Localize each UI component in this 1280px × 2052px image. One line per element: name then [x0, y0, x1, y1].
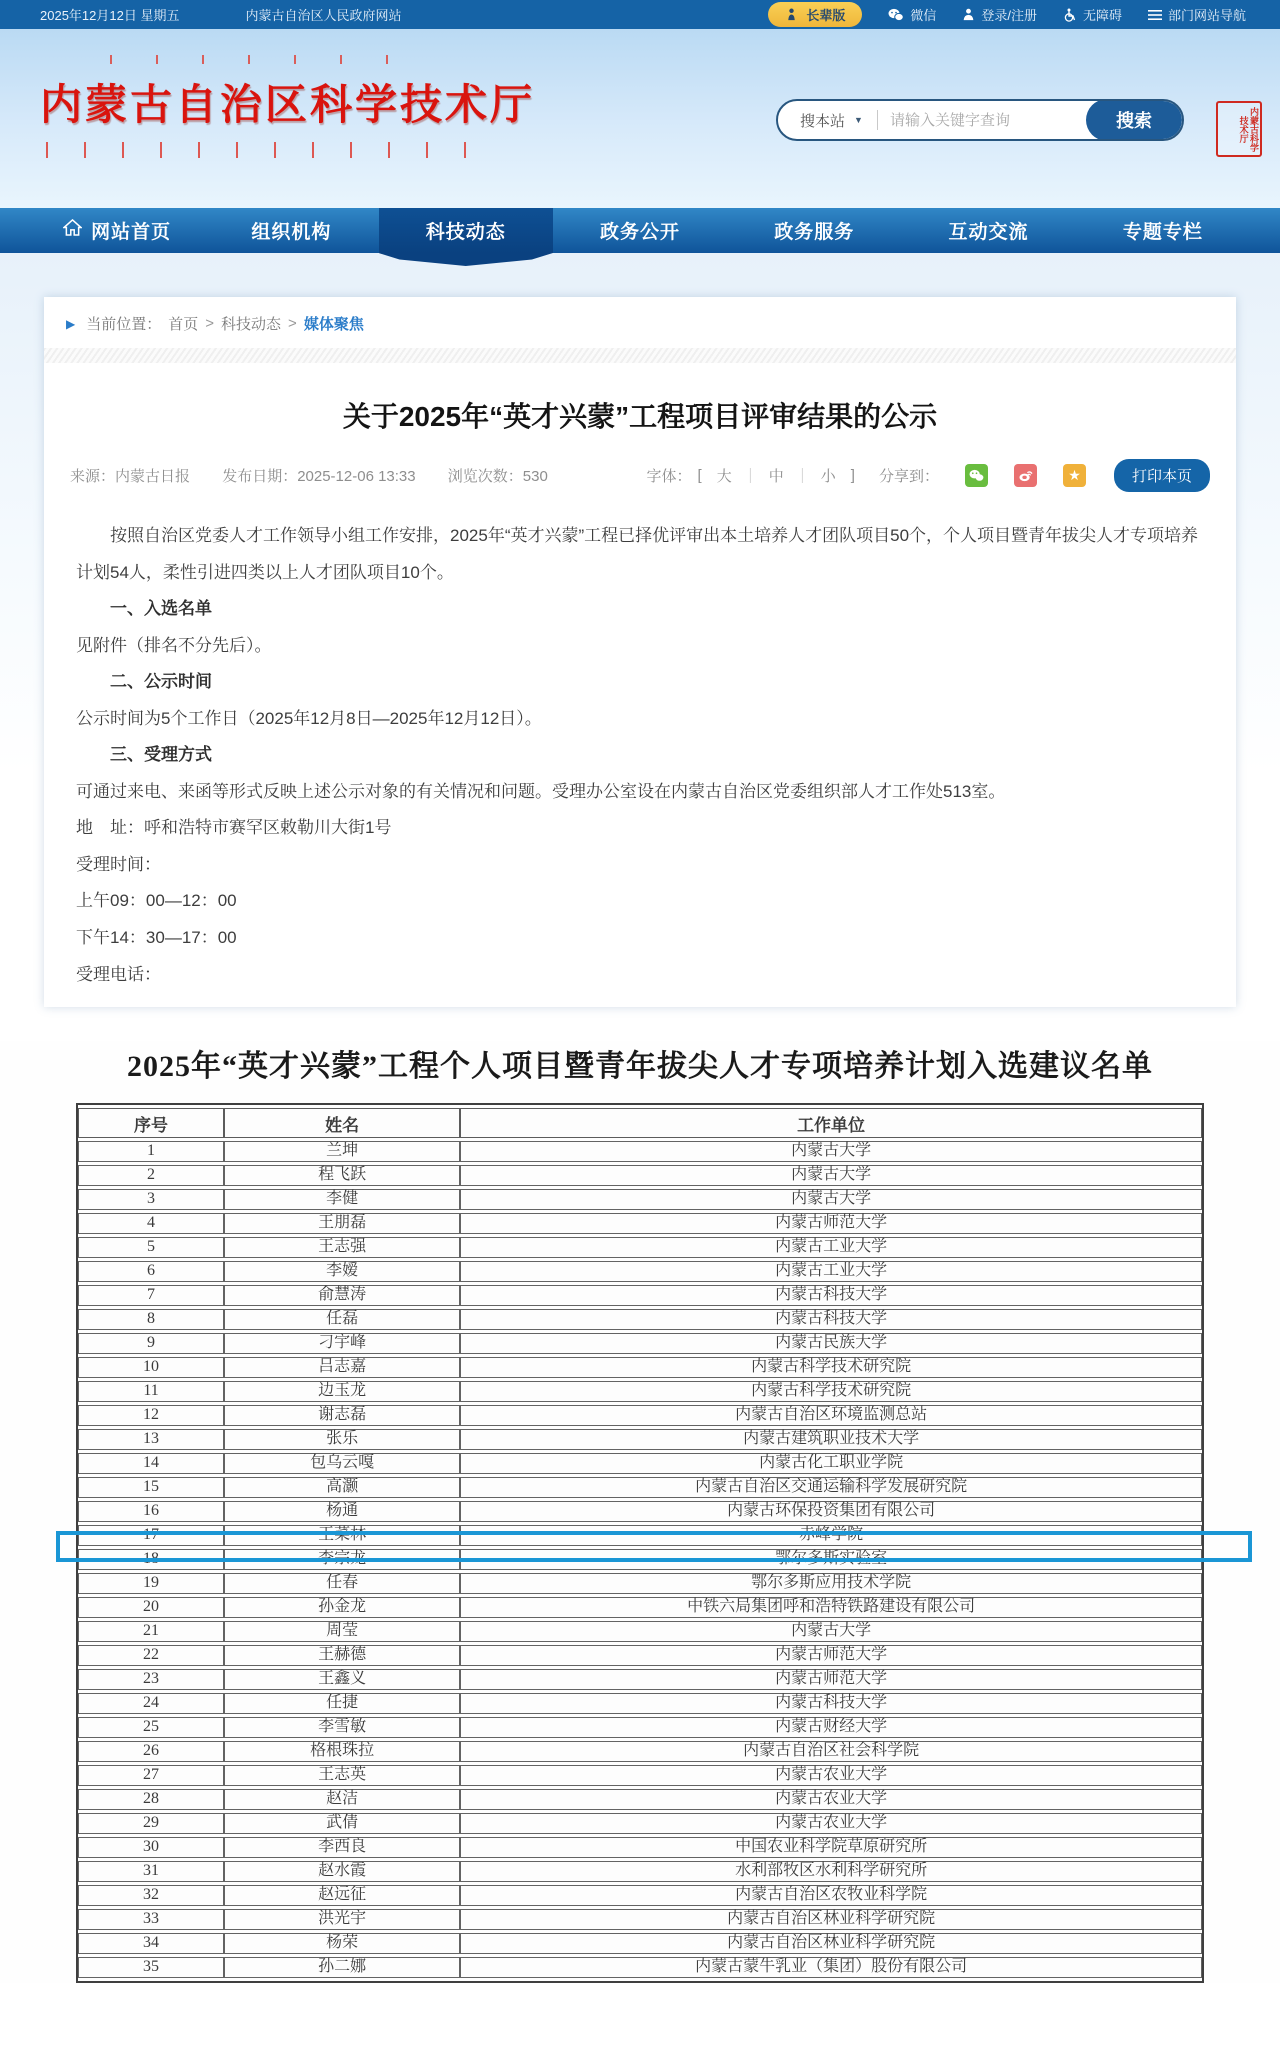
- menu-icon: [1148, 9, 1162, 21]
- cell-name: 俞慧涛: [224, 1285, 460, 1306]
- article-view-count: 浏览次数：530: [447, 468, 548, 485]
- nav-item-4[interactable]: [553, 208, 727, 253]
- table-row: [78, 1477, 1202, 1498]
- cell-index: 23: [78, 1669, 224, 1690]
- table-row: [78, 1741, 1202, 1762]
- cell-index: 24: [78, 1693, 224, 1714]
- cell-name: 孙二娜: [224, 1957, 460, 1978]
- top-utility-bar: [0, 0, 1280, 29]
- cell-index: 22: [78, 1645, 224, 1666]
- cell-name: 孙金龙: [224, 1597, 460, 1618]
- cell-index: 5: [78, 1237, 224, 1258]
- share-label: 分享到：: [878, 468, 939, 485]
- font-bracket-open: [: [697, 467, 702, 484]
- breadcrumb-item-3[interactable]: 媒体聚焦: [303, 316, 364, 333]
- cell-organization: 内蒙古师范大学: [460, 1669, 1202, 1690]
- cell-name: 王赫德: [224, 1645, 460, 1666]
- cell-organization: 内蒙古大学: [460, 1165, 1202, 1186]
- paragraph: 地 址：呼和浩特市赛罕区敕勒川大街1号: [76, 818, 392, 838]
- cell-organization: 内蒙古自治区环境监测总站: [460, 1405, 1202, 1426]
- breadcrumb-separator: >: [205, 315, 215, 332]
- main-nav: [0, 208, 1280, 253]
- cell-index: 26: [78, 1741, 224, 1762]
- search-box: [776, 99, 1184, 141]
- nav-item-7[interactable]: [1076, 208, 1250, 253]
- cell-organization: 内蒙古科学技术研究院: [460, 1381, 1202, 1402]
- cell-organization: 内蒙古科学技术研究院: [460, 1357, 1202, 1378]
- table-row: [78, 1261, 1202, 1282]
- cell-index: 33: [78, 1909, 224, 1930]
- site-logo[interactable]: [40, 55, 535, 158]
- nav-item-label: 组织机构: [251, 222, 332, 243]
- table-row: [78, 1357, 1202, 1378]
- cell-index: 8: [78, 1309, 224, 1330]
- font-size-option-2[interactable]: 中: [768, 468, 784, 485]
- cell-name: 赵远征: [224, 1885, 460, 1906]
- wechat-icon: [888, 8, 904, 22]
- table-row: [78, 1645, 1202, 1666]
- cell-name: 任春: [224, 1573, 460, 1594]
- cell-name: 洪光宇: [224, 1909, 460, 1930]
- search-area: [776, 99, 1184, 141]
- table-row: [78, 1957, 1202, 1978]
- article-source: 来源：内蒙古日报: [70, 468, 191, 485]
- cell-name: 兰坤: [224, 1141, 460, 1162]
- login-register-link[interactable]: 登录/注册: [962, 5, 1037, 24]
- cell-organization: 鄂尔多斯应用技术学院: [460, 1573, 1202, 1594]
- elder-version-button[interactable]: 长辈版: [768, 2, 862, 27]
- cell-index: 34: [78, 1933, 224, 1954]
- cell-organization: 内蒙古工业大学: [460, 1237, 1202, 1258]
- cell-name: 王朋磊: [224, 1213, 460, 1234]
- paragraph: 上午09：00—12：00: [76, 891, 237, 911]
- table-row: [78, 1453, 1202, 1474]
- cell-name: 武倩: [224, 1813, 460, 1834]
- cell-organization: 内蒙古环保投资集团有限公司: [460, 1501, 1202, 1522]
- cell-organization: 内蒙古大学: [460, 1621, 1202, 1642]
- cell-name: 张乐: [224, 1429, 460, 1450]
- cell-index: 21: [78, 1621, 224, 1642]
- nav-item-label: 政务服务: [774, 222, 855, 243]
- cell-organization: 中国农业科学院草原研究所: [460, 1837, 1202, 1858]
- table-row: [78, 1525, 1202, 1546]
- cell-index: 2: [78, 1165, 224, 1186]
- mongolian-script-row: [46, 142, 498, 158]
- cell-index: 14: [78, 1453, 224, 1474]
- striped-divider: [44, 348, 1236, 363]
- cell-organization: 内蒙古大学: [460, 1141, 1202, 1162]
- site-header: [0, 29, 1280, 208]
- cell-organization: 内蒙古农业大学: [460, 1765, 1202, 1786]
- cell-index: 10: [78, 1357, 224, 1378]
- cell-name: 包乌云嘎: [224, 1453, 460, 1474]
- cell-organization: 内蒙古自治区林业科学研究院: [460, 1909, 1202, 1930]
- cell-name: 王志英: [224, 1765, 460, 1786]
- cell-name: 程飞跃: [224, 1165, 460, 1186]
- cell-index: 27: [78, 1765, 224, 1786]
- table-row: [78, 1309, 1202, 1330]
- cell-organization: 内蒙古农业大学: [460, 1789, 1202, 1810]
- cell-organization: 赤峰学院: [460, 1525, 1202, 1546]
- cell-index: 12: [78, 1405, 224, 1426]
- wheelchair-icon: [1063, 8, 1077, 22]
- content-band: [0, 253, 1280, 1983]
- cell-organization: 内蒙古自治区社会科学院: [460, 1741, 1202, 1762]
- nav-item-3[interactable]: [379, 208, 553, 253]
- cell-organization: 内蒙古科技大学: [460, 1309, 1202, 1330]
- article-meta: [70, 459, 1210, 492]
- cell-index: 15: [78, 1477, 224, 1498]
- attachment-title: 2025年“英才兴蒙”工程个人项目暨青年拔尖人才专项培养计划入选建议名单: [127, 1050, 1153, 1084]
- table-row: [78, 1813, 1202, 1834]
- font-bracket-close: ]: [850, 467, 855, 484]
- nav-item-2[interactable]: [204, 208, 378, 253]
- cell-name: 李西良: [224, 1837, 460, 1858]
- cell-name: 任磊: [224, 1309, 460, 1330]
- cell-organization: 内蒙古师范大学: [460, 1213, 1202, 1234]
- home-icon: [63, 219, 82, 242]
- table-row: [78, 1573, 1202, 1594]
- cell-organization: 内蒙古自治区交通运输科学发展研究院: [460, 1477, 1202, 1498]
- cell-organization: 内蒙古建筑职业技术大学: [460, 1429, 1202, 1450]
- table-header-row: [78, 1108, 1202, 1138]
- print-page-button[interactable]: 打印本页: [1114, 459, 1210, 492]
- table-row: [78, 1429, 1202, 1450]
- cell-index: 16: [78, 1501, 224, 1522]
- cell-index: 29: [78, 1813, 224, 1834]
- cell-name: 王鑫义: [224, 1669, 460, 1690]
- cell-name: 边玉龙: [224, 1381, 460, 1402]
- cell-organization: 内蒙古蒙牛乳业（集团）股份有限公司: [460, 1957, 1202, 1978]
- font-size-control: [692, 465, 861, 486]
- cell-organization: 内蒙古农业大学: [460, 1813, 1202, 1834]
- cell-index: 1: [78, 1141, 224, 1162]
- cell-name: 杨荣: [224, 1933, 460, 1954]
- table-row: [78, 1933, 1202, 1954]
- table-row: [78, 1861, 1202, 1882]
- candidate-table-wrap: [76, 1103, 1204, 1983]
- section-heading: 一、入选名单: [110, 599, 212, 619]
- table-row: [78, 1333, 1202, 1354]
- paragraph: 按照自治区党委人才工作领导小组工作安排，2025年“英才兴蒙”工程已择优评审出本土培养人才团队项目50个，个人项目暨青年拔尖人才专项培养计划54人，柔性引进四类以上人才团队项目10个。: [76, 526, 1199, 582]
- section-heading: 三、受理方式: [110, 745, 212, 765]
- cell-organization: 内蒙古工业大学: [460, 1261, 1202, 1282]
- wechat-link[interactable]: 微信: [888, 5, 936, 24]
- search-scope-dropdown[interactable]: 搜本站 ▼: [800, 112, 863, 130]
- cell-index: 4: [78, 1213, 224, 1234]
- table-row: [78, 1189, 1202, 1210]
- table-row: [78, 1789, 1202, 1810]
- paragraph: 受理电话：: [76, 964, 161, 984]
- elder-person-icon: [785, 8, 798, 21]
- cell-organization: 水利部牧区水利科学研究所: [460, 1861, 1202, 1882]
- table-row: [78, 1501, 1202, 1522]
- table-row: [78, 1237, 1202, 1258]
- column-header: 姓名: [224, 1108, 460, 1138]
- weibo-share-icon[interactable]: [1014, 464, 1037, 487]
- section-heading: 二、公示时间: [110, 672, 212, 692]
- accessibility-link[interactable]: 无障碍: [1063, 5, 1122, 24]
- font-size-label: 字体：: [646, 468, 692, 485]
- cell-organization: 中铁六局集团呼和浩特铁路建设有限公司: [460, 1597, 1202, 1618]
- paragraph: 公示时间为5个工作日（2025年12月8日—2025年12月12日）。: [76, 708, 542, 728]
- nav-item-label: 互动交流: [948, 222, 1029, 243]
- official-seal: 内蒙古科学技术厅: [1216, 101, 1262, 157]
- star-share-icon[interactable]: ★: [1063, 464, 1086, 487]
- user-icon: [962, 8, 975, 21]
- cell-name: 赵水霞: [224, 1861, 460, 1882]
- cell-organization: 内蒙古科技大学: [460, 1693, 1202, 1714]
- paragraph: 见附件（排名不分先后）。: [76, 635, 272, 655]
- breadcrumb-arrow-icon: ▶: [66, 316, 76, 331]
- table-row: [78, 1141, 1202, 1162]
- cell-name: 李健: [224, 1189, 460, 1210]
- font-size-separator: ｜: [742, 468, 758, 485]
- nav-item-6[interactable]: [901, 208, 1075, 253]
- nav-item-1[interactable]: [30, 208, 204, 253]
- nav-item-label: 专题专栏: [1122, 222, 1203, 243]
- paragraph: 可通过来电、来函等形式反映上述公示对象的有关情况和问题。受理办公室设在内蒙古自治区党委组织部人才工作处513室。: [76, 781, 1006, 801]
- cell-organization: 内蒙古大学: [460, 1189, 1202, 1210]
- table-row: [78, 1669, 1202, 1690]
- nav-item-label: 政务公开: [599, 222, 680, 243]
- cell-name: 李嫒: [224, 1261, 460, 1282]
- cell-index: 25: [78, 1717, 224, 1738]
- breadcrumb-item-2[interactable]: 科技动态: [221, 316, 282, 333]
- cell-organization: 内蒙古自治区林业科学研究院: [460, 1933, 1202, 1954]
- page-title: 关于2025年“英才兴蒙”工程项目评审结果的公示: [342, 401, 938, 432]
- nav-item-label: 网站首页: [91, 222, 172, 243]
- nav-item-label: 科技动态: [425, 222, 506, 243]
- cell-index: 11: [78, 1381, 224, 1402]
- cell-index: 20: [78, 1597, 224, 1618]
- breadcrumb: [44, 297, 1236, 342]
- column-header: 工作单位: [460, 1108, 1202, 1138]
- cell-name: 李宗龙: [224, 1549, 460, 1570]
- cell-index: 30: [78, 1837, 224, 1858]
- table-row: [78, 1285, 1202, 1306]
- breadcrumb-separator: >: [288, 315, 297, 332]
- cell-name: 刁宇峰: [224, 1333, 460, 1354]
- cell-organization: 内蒙古财经大学: [460, 1717, 1202, 1738]
- cell-index: 31: [78, 1861, 224, 1882]
- breadcrumb-item-1[interactable]: 首页: [168, 316, 199, 333]
- cell-index: 6: [78, 1261, 224, 1282]
- cell-name: 高灏: [224, 1477, 460, 1498]
- cell-organization: 内蒙古化工职业学院: [460, 1453, 1202, 1474]
- cell-index: 9: [78, 1333, 224, 1354]
- paragraph: 下午14：30—17：00: [76, 928, 237, 948]
- cell-index: 32: [78, 1885, 224, 1906]
- table-row: [78, 1549, 1202, 1570]
- search-button[interactable]: 搜索: [1086, 99, 1182, 141]
- cell-index: 7: [78, 1285, 224, 1306]
- attachment-image: [0, 1041, 1280, 1983]
- table-row: [78, 1693, 1202, 1714]
- gov-portal-link[interactable]: 内蒙古自治区人民政府网站: [245, 8, 402, 23]
- article-body: [76, 518, 1204, 993]
- table-row: [78, 1885, 1202, 1906]
- table-row: [78, 1909, 1202, 1930]
- cell-organization: 内蒙古科技大学: [460, 1285, 1202, 1306]
- table-row: [78, 1381, 1202, 1402]
- cell-organization: 内蒙古自治区农牧业科学院: [460, 1885, 1202, 1906]
- current-date: 2025年12月12日 星期五: [40, 8, 180, 23]
- cell-index: 35: [78, 1957, 224, 1978]
- table-row: [78, 1621, 1202, 1642]
- cell-organization: 鄂尔多斯实验室: [460, 1549, 1202, 1570]
- paragraph: 受理时间：: [76, 854, 161, 874]
- font-size-option-3[interactable]: 小: [820, 468, 836, 485]
- cell-name: 任捷: [224, 1693, 460, 1714]
- cell-index: 3: [78, 1189, 224, 1210]
- cell-name: 赵洁: [224, 1789, 460, 1810]
- breadcrumb-label: 当前位置：: [86, 316, 162, 333]
- table-row: [78, 1717, 1202, 1738]
- mongolian-script-top: [110, 55, 410, 64]
- cell-name: 格根珠拉: [224, 1741, 460, 1762]
- cell-index: 18: [78, 1549, 224, 1570]
- cell-name: 王志强: [224, 1237, 460, 1258]
- cell-name: 杨通: [224, 1501, 460, 1522]
- cell-name: 李雪敏: [224, 1717, 460, 1738]
- cell-organization: 内蒙古师范大学: [460, 1645, 1202, 1666]
- font-size-option-1[interactable]: 大: [716, 468, 732, 485]
- site-title: 内蒙古自治区科学技术厅: [40, 81, 536, 128]
- column-header: 序号: [78, 1108, 224, 1138]
- search-input[interactable]: [878, 112, 1086, 129]
- cell-index: 17: [78, 1525, 224, 1546]
- table-row: [78, 1405, 1202, 1426]
- table-row: [78, 1165, 1202, 1186]
- cell-name: 谢志磊: [224, 1405, 460, 1426]
- table-row: [78, 1837, 1202, 1858]
- cell-index: 28: [78, 1789, 224, 1810]
- cell-index: 13: [78, 1429, 224, 1450]
- cell-name: 周莹: [224, 1621, 460, 1642]
- wechat-share-icon[interactable]: [965, 464, 988, 487]
- article-publish-date: 发布日期：2025-12-06 13:33: [222, 468, 416, 485]
- chevron-down-icon: ▼: [854, 115, 863, 125]
- cell-name: 吕志嘉: [224, 1357, 460, 1378]
- article-container: [44, 297, 1236, 1007]
- table-row: [78, 1597, 1202, 1618]
- nav-item-5[interactable]: [727, 208, 901, 253]
- font-size-separator: ｜: [794, 468, 810, 485]
- candidate-table: [76, 1103, 1204, 1983]
- table-row: [78, 1765, 1202, 1786]
- department-site-nav-link[interactable]: 部门网站导航: [1148, 5, 1246, 24]
- table-row: [78, 1213, 1202, 1234]
- cell-index: 19: [78, 1573, 224, 1594]
- cell-organization: 内蒙古民族大学: [460, 1333, 1202, 1354]
- cell-name: 王菜林: [224, 1525, 460, 1546]
